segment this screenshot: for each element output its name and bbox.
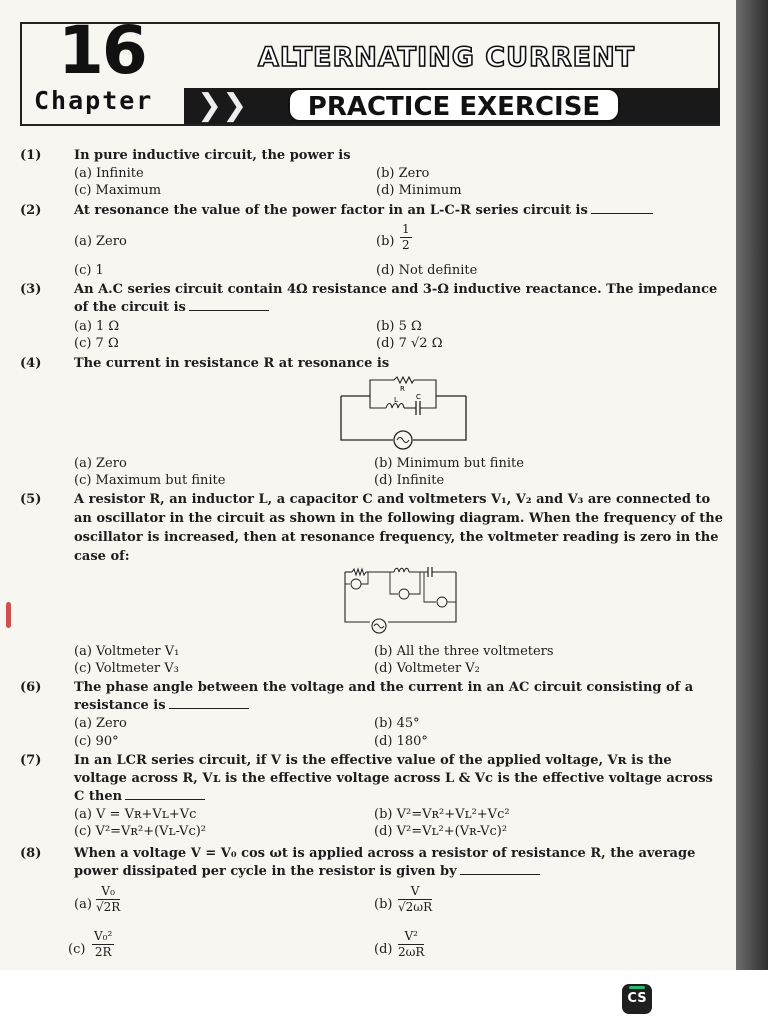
- question-number: (8): [20, 846, 42, 861]
- question-number: (2): [20, 203, 42, 218]
- question-text: At resonance the value of the power factor in an L-C-R series circuit is: [74, 203, 653, 218]
- option-d: (d) Minimum: [376, 183, 462, 198]
- question-text: The current in resistance R at resonance is: [74, 356, 390, 371]
- camscanner-logo: CS: [622, 984, 652, 1014]
- option-b: (b): [374, 897, 393, 912]
- option-d: (d) V²=Vʟ²+(Vʀ-Vc)²: [374, 824, 508, 839]
- question-text-line: an oscillator in the circuit as shown in the following diagram. When the frequency of the: [74, 511, 724, 526]
- option-c: (c) 7 Ω: [74, 336, 119, 351]
- chapter-title: ALTERNATING CURRENT: [258, 42, 636, 73]
- question-number: (3): [20, 282, 42, 297]
- resonance-circuit-diagram: [336, 372, 471, 450]
- red-smudge: [6, 602, 11, 628]
- option-b: (b): [376, 234, 395, 249]
- question-number: (6): [20, 680, 42, 695]
- option-c: (c) Voltmeter V₃: [74, 661, 179, 676]
- question-number: (4): [20, 356, 42, 371]
- voltmeter-circuit-diagram: [340, 564, 462, 640]
- option-a: (a) Zero: [74, 234, 127, 249]
- option-d: (d) 180°: [374, 734, 428, 749]
- label-l: L: [394, 396, 398, 404]
- page-edge-shadow: [736, 0, 768, 970]
- question-text-cont: of the circuit is: [74, 300, 269, 315]
- question-text-line: A resistor R, an inductor L, a capacitor C and voltmeters V₁, V₂ and V₃ are connected to: [74, 492, 711, 507]
- fraction-option-b: $\frac{V}{√2\omega R}$: [398, 884, 433, 914]
- question-text-line: case of:: [74, 549, 130, 564]
- option-a: (a) 1 Ω: [74, 319, 120, 334]
- option-a: (a) Voltmeter V₁: [74, 644, 180, 659]
- question-text-cont: power dissipated per cycle in the resistor is given by: [74, 864, 540, 879]
- option-d: (d) Not definite: [376, 263, 478, 278]
- option-b: (b) V²=Vʀ²+Vʟ²+Vc²: [374, 807, 510, 822]
- question-text-line: oscillator is increased, then at resonance frequency, the voltmeter reading is zero in the: [74, 530, 719, 545]
- option-a: (a) Zero: [74, 456, 127, 471]
- option-b: (b) Minimum but finite: [374, 456, 524, 471]
- question-text-cont: resistance is: [74, 698, 249, 713]
- double-chevron-icon: ❯❯: [197, 88, 248, 123]
- option-c: (c) V²=Vʀ²+(Vʟ-Vc)²: [74, 824, 207, 839]
- option-d: (d) Voltmeter V₂: [374, 661, 480, 676]
- question-number: (7): [20, 753, 42, 768]
- option-a: (a) Zero: [74, 716, 127, 731]
- option-a: (a) V = Vʀ+Vʟ+Vc: [74, 807, 197, 822]
- question-text-line: voltage across R, Vʟ is the effective voltage across L & Vc is the effective voltage across: [74, 771, 713, 786]
- option-c: (c) Maximum but finite: [74, 473, 226, 488]
- chapter-number: 16: [58, 12, 146, 89]
- option-b: (b) Zero: [376, 166, 430, 181]
- chapter-label: Chapter: [34, 86, 154, 115]
- option-c: (c) 1: [74, 263, 104, 278]
- option-b: (b) All the three voltmeters: [374, 644, 554, 659]
- question-text: In pure inductive circuit, the power is: [74, 148, 351, 163]
- option-c: (c) 90°: [74, 734, 119, 749]
- fraction-option-c: $\frac{\text{V₀²}}{2R}$: [94, 929, 113, 959]
- question-text: The phase angle between the voltage and the current in an AC circuit consisting of a: [74, 680, 694, 695]
- question-number: (1): [20, 148, 42, 163]
- option-c: (c) Maximum: [74, 183, 162, 198]
- option-a: (a) Infinite: [74, 166, 144, 181]
- section-title: PRACTICE EXERCISE: [288, 88, 620, 122]
- question-number: (5): [20, 492, 42, 507]
- fraction-option-d: $\frac{\text{V²}}{2\omega R}$: [398, 929, 425, 959]
- option-a: (a): [74, 897, 92, 912]
- option-b: (b) 45°: [374, 716, 420, 731]
- option-b: (b) 5 Ω: [376, 319, 422, 334]
- option-d: (d) 7 √2 Ω: [376, 336, 443, 351]
- option-d: (d): [374, 942, 393, 957]
- label-c: C: [416, 393, 421, 401]
- fraction-option-b: $\frac{1}{2}$: [402, 222, 410, 252]
- label-r: R: [400, 385, 405, 393]
- option-c: (c): [68, 942, 86, 957]
- option-d: (d) Infinite: [374, 473, 445, 488]
- bottom-margin: [0, 970, 768, 1024]
- question-text: An A.C series circuit contain 4Ω resistance and 3-Ω inductive reactance. The impedance: [74, 282, 718, 297]
- fraction-option-a: $\frac{\text{V₀}}{√2R}$: [96, 884, 121, 914]
- question-text: When a voltage V = V₀ cos ωt is applied across a resistor of resistance R, the average: [74, 846, 696, 861]
- question-text-line: C then: [74, 789, 205, 804]
- question-text-line: In an LCR series circuit, if V is the effective value of the applied voltage, Vʀ is the: [74, 753, 672, 768]
